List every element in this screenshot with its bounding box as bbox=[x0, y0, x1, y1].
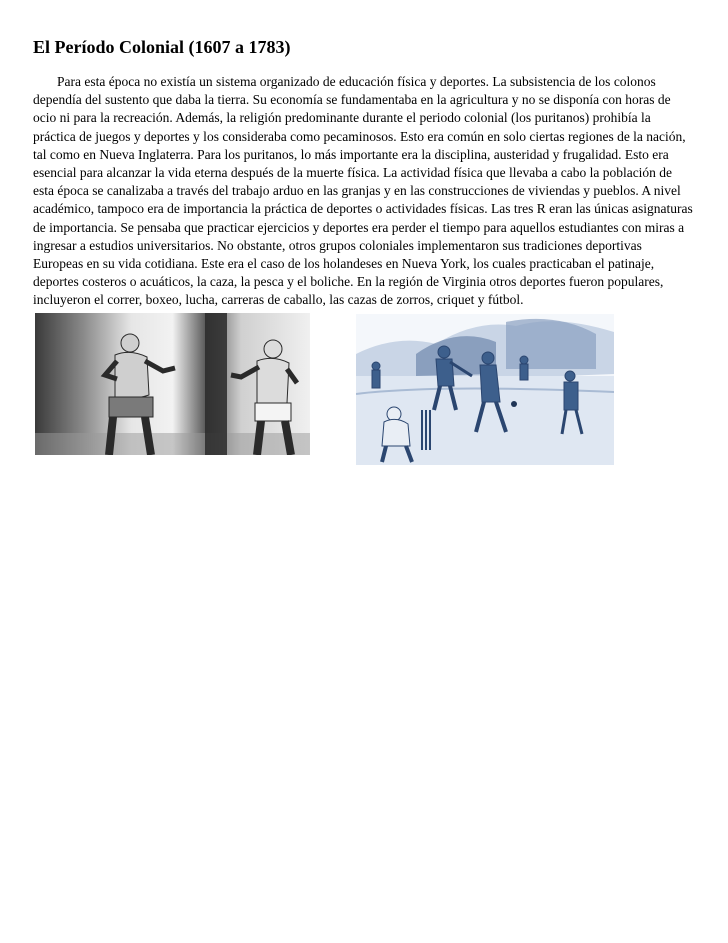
ballgame-photo bbox=[356, 314, 614, 465]
boxers-illustration bbox=[35, 313, 310, 455]
ballgame-illustration bbox=[356, 314, 614, 465]
body-paragraph bbox=[33, 73, 695, 310]
body-paragraph-text: Para esta época no existía un sistema organizado de educación física y deportes. La subsistencia de los colonos dependía del sustento que daba la tierra. Su economía se fundamentaba en la agricultura y no se disponía con horas de ocio ni para la recreación. Además, la religión predominante durante el periodo colonial (los puritanos) prohibía la práctica de juegos y deportes y los consideraba como pecaminosos. Esto era común en solo ciertas regiones de la nación, tal como en Nueva Inglaterra. Para los puritanos, lo más importante era la disciplina, austeridad y frugalidad. Esto era esencial para alcanzar la vida eterna después de la muerte física. La actividad física que llevaba a cabo la población de esta época se canalizaba a través del trabajo arduo en las granjas y en las construcciones de viviendas y pueblos. A nivel académico, tampoco era de importancia la práctica de deportes o actividades físicas. Las tres R eran las únicas asignaturas de importancia. Se pensaba que practicar ejercicios y deportes era perder el tiempo para aquellos estudiantes con miras a ingresar a estudios universitarios. No obstante, otros grupos coloniales implementaron sus tradiciones deportivas Europeas en su vida cotidiana. Este era el caso de los holandeses en Nueva York, los cuales practicaban el patinaje, deportes costeros o acuáticos, la caza, la pesca y el boliche. En la región de Virginia otros deportes fueron populares, incluyeron el correr, boxeo, lucha, carreras de caballo, las cazas de zorros, criquet y fútbol. bbox=[33, 74, 693, 308]
boxers-photo bbox=[35, 313, 310, 455]
page-title: El Período Colonial (1607 a 1783) bbox=[33, 37, 291, 57]
ball bbox=[511, 401, 517, 407]
